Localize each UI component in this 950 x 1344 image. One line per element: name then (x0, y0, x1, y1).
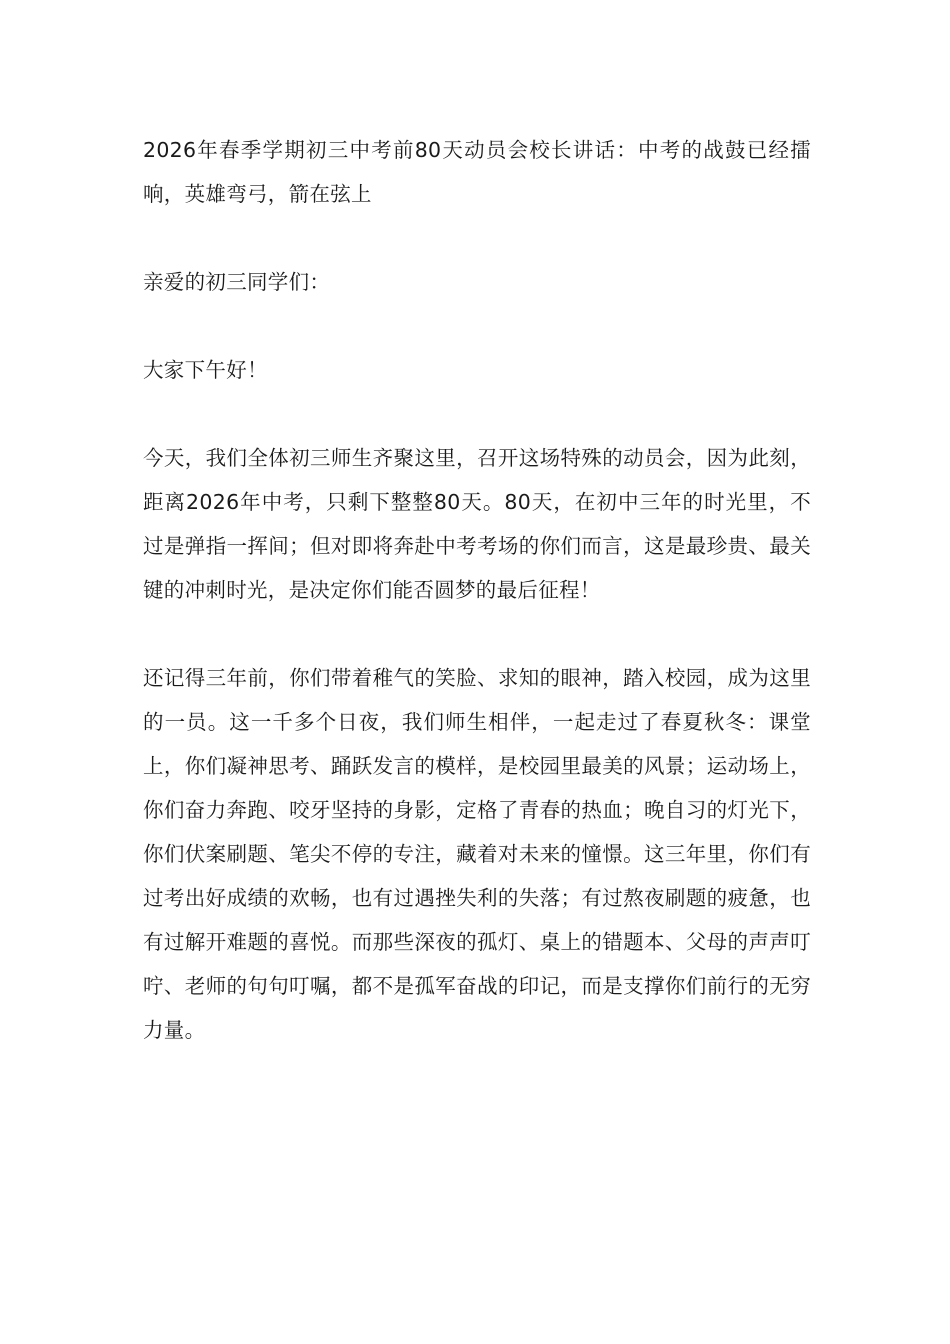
document-title: 2026年春季学期初三中考前80天动员会校长讲话：中考的战鼓已经擂响，英雄弯弓，箭在弦上 (143, 138, 811, 206)
document-body (143, 128, 811, 1096)
salutation: 亲爱的初三同学们： (143, 270, 331, 294)
body-paragraph-1: 今天，我们全体初三师生齐聚这里，召开这场特殊的动员会，因为此刻，距离2026年中考，只剩下整整80天。80天，在初中三年的时光里，不过是弹指一挥间；但对即将奔赴中考考场的你们而言，这是最珍贵、最关键的冲刺时光，是决定你们能否圆梦的最后征程！ (143, 446, 811, 602)
greeting: 大家下午好！ (143, 358, 268, 382)
body-paragraph-2: 还记得三年前，你们带着稚气的笑脸、求知的眼神，踏入校园，成为这里的一员。这一千多个日夜，我们师生相伴，一起走过了春夏秋冬：课堂上，你们凝神思考、踊跃发言的模样，是校园里最美的风景；运动场上，你们奋力奔跑、咬牙坚持的身影，定格了青春的热血；晚自习的灯光下，你们伏案刷题、笔尖不停的专注，藏着对未来的憧憬。这三年里，你们有过考出好成绩的欢畅，也有过遇挫失利的失落；有过熬夜刷题的疲惫，也有过解开难题的喜悦。而那些深夜的孤灯、桌上的错题本、父母的声声叮咛、老师的句句叮嘱，都不是孤军奋战的印记，而是支撑你们前行的无穷力量。 (143, 666, 811, 1042)
